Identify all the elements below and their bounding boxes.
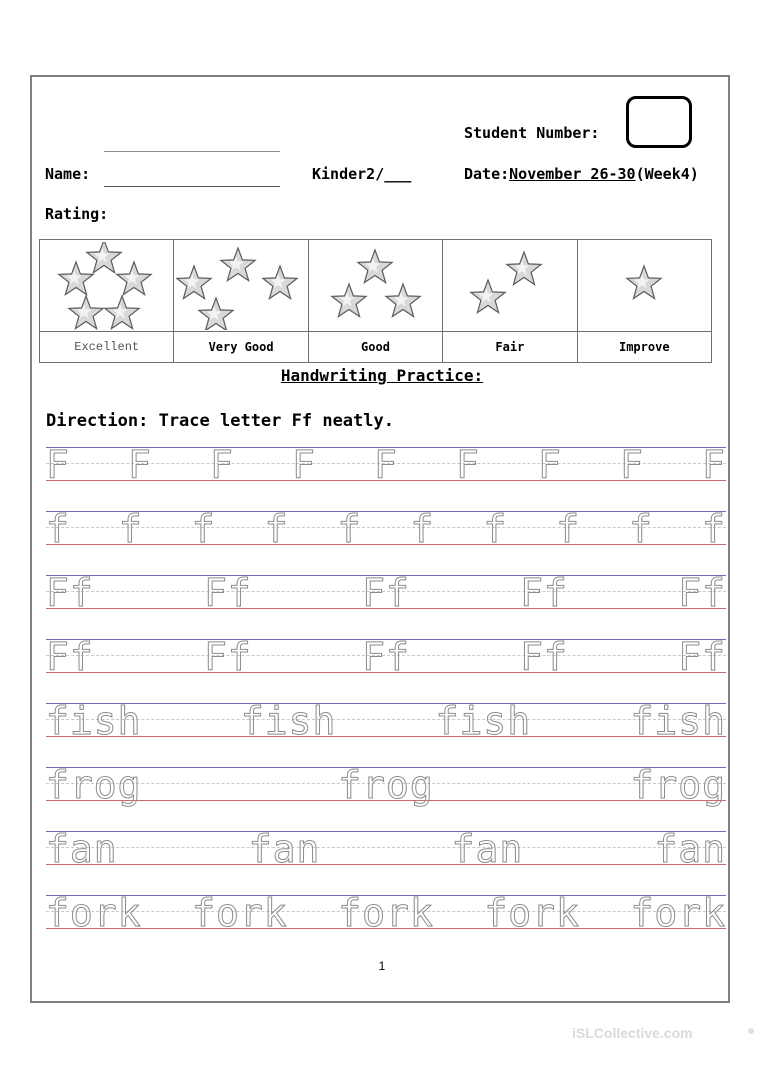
trace-word: f <box>702 507 726 551</box>
worksheet-page <box>30 75 730 1003</box>
date-field <box>464 165 699 183</box>
tracing-row[interactable] <box>46 635 726 679</box>
tracing-words <box>46 765 726 805</box>
trace-word: Ff <box>204 571 252 615</box>
rating-label-improve: Improve <box>577 332 711 363</box>
trace-word: fish <box>46 699 142 743</box>
one-star-icon <box>594 242 694 330</box>
tracing-row[interactable] <box>46 763 726 807</box>
tracing-words <box>46 893 726 933</box>
two-stars-icon <box>460 242 560 330</box>
trace-word: Ff <box>520 571 568 615</box>
rating-very-good-stars[interactable] <box>174 240 308 332</box>
trace-word: frog <box>630 763 726 807</box>
rating-label: Rating: <box>45 205 109 223</box>
date-label: Date: <box>464 165 510 183</box>
trace-word: fan <box>654 827 726 871</box>
watermark-dot <box>748 1028 754 1034</box>
trace-word: Ff <box>678 635 726 679</box>
trace-word: F <box>210 443 234 487</box>
name-guide-line <box>104 151 280 152</box>
trace-word: fork <box>46 891 142 935</box>
trace-word: Ff <box>678 571 726 615</box>
rating-label-very-good: Very Good <box>174 332 308 363</box>
trace-word: Ff <box>362 635 410 679</box>
trace-word: F <box>292 443 316 487</box>
name-line[interactable] <box>104 186 280 187</box>
student-number-label: Student Number: <box>464 124 600 142</box>
name-label: Name: <box>45 165 91 183</box>
trace-word: Ff <box>204 635 252 679</box>
rating-label-fair: Fair <box>443 332 577 363</box>
trace-word: fish <box>630 699 726 743</box>
tracing-words <box>46 573 726 613</box>
trace-word: f <box>118 507 143 551</box>
trace-word: f <box>410 507 435 551</box>
rating-excellent-stars[interactable] <box>40 240 174 332</box>
tracing-words <box>46 829 726 869</box>
trace-word: fork <box>484 891 580 935</box>
practice-title-wrap <box>32 366 732 385</box>
tracing-words <box>46 701 726 741</box>
tracing-words <box>46 637 726 677</box>
tracing-words <box>46 445 726 485</box>
kinder-label: Kinder2/___ <box>312 165 412 183</box>
trace-word: fork <box>192 891 288 935</box>
trace-word: fish <box>240 699 337 743</box>
trace-word: fork <box>338 891 434 935</box>
five-stars-icon <box>52 242 162 330</box>
tracing-row[interactable] <box>46 699 726 743</box>
trace-word: F <box>538 443 562 487</box>
trace-word: fish <box>435 699 532 743</box>
direction-text: Direction: Trace letter Ff neatly. <box>46 411 394 431</box>
rating-label-good: Good <box>308 332 442 363</box>
trace-word: f <box>46 507 70 551</box>
trace-word: Ff <box>362 571 410 615</box>
watermark: iSLCollective.com <box>572 1025 693 1041</box>
student-number-box[interactable] <box>626 96 692 148</box>
trace-word: f <box>483 507 508 551</box>
four-stars-icon <box>176 242 306 330</box>
rating-fair-stars[interactable] <box>443 240 577 332</box>
week-label: (Week4) <box>635 165 699 183</box>
date-value: November 26-30 <box>509 165 636 183</box>
trace-word: F <box>128 443 152 487</box>
tracing-row[interactable] <box>46 827 726 871</box>
practice-title: Handwriting Practice: <box>280 366 484 385</box>
rating-improve-stars[interactable] <box>577 240 711 332</box>
trace-word: f <box>191 507 216 551</box>
trace-word: f <box>337 507 362 551</box>
three-stars-icon <box>325 242 425 330</box>
tracing-row[interactable] <box>46 507 726 551</box>
tracing-words <box>46 509 726 549</box>
trace-word: fan <box>451 827 524 871</box>
trace-word: F <box>702 443 726 487</box>
page-number: 1 <box>378 959 386 973</box>
tracing-row[interactable] <box>46 443 726 487</box>
trace-word: F <box>620 443 644 487</box>
trace-word: F <box>46 443 70 487</box>
trace-word: F <box>374 443 398 487</box>
trace-word: f <box>264 507 289 551</box>
rating-table <box>39 239 712 363</box>
trace-word: fan <box>46 827 118 871</box>
trace-word: f <box>629 507 654 551</box>
trace-word: frog <box>338 763 434 807</box>
trace-word: fan <box>248 827 321 871</box>
tracing-row[interactable] <box>46 571 726 615</box>
rating-label-excellent: Excellent <box>40 332 174 363</box>
trace-word: F <box>456 443 480 487</box>
trace-word: frog <box>46 763 142 807</box>
trace-word: fork <box>630 891 726 935</box>
tracing-row[interactable] <box>46 891 726 935</box>
trace-word: f <box>556 507 581 551</box>
rating-good-stars[interactable] <box>308 240 442 332</box>
trace-word: Ff <box>46 571 94 615</box>
trace-word: Ff <box>520 635 568 679</box>
trace-word: Ff <box>46 635 94 679</box>
